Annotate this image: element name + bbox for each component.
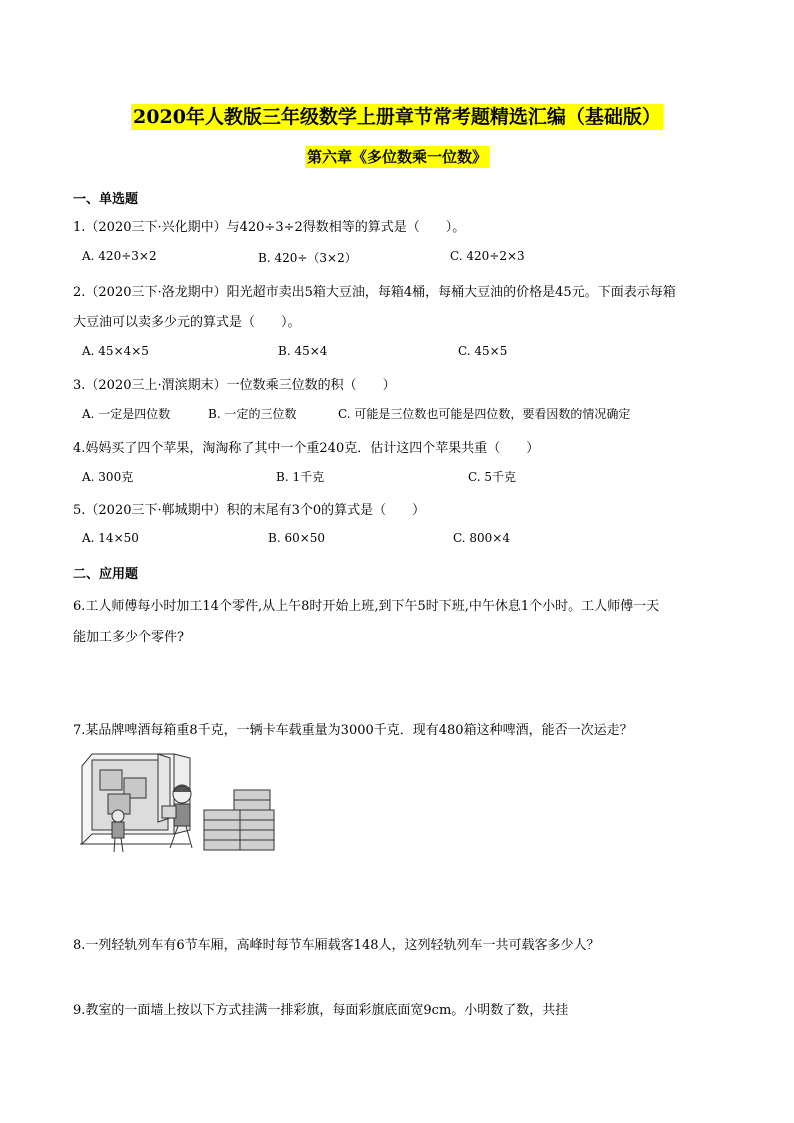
question-2-option-c[interactable]: C. 45×5 [458, 344, 508, 358]
question-4-option-a[interactable]: A. 300克 [82, 470, 134, 484]
question-1-option-c[interactable]: C. 420÷2×3 [450, 249, 525, 263]
question-5-text: 5.（2020三下·郸城期中）积的末尾有3个0的算式是（ ） [73, 503, 426, 518]
question-2-text-line-2: 大豆油可以卖多少元的算式是（ ）。 [73, 315, 301, 330]
truck-loading-illustration [78, 752, 278, 858]
question-7-text: 7.某品牌啤酒每箱重8千克，一辆卡车载重量为3000千克．现有480箱这种啤酒，能否一次运走？ [73, 723, 633, 738]
question-3-option-c[interactable]: C. 可能是三位数也可能是四位数，要看因数的情况确定 [338, 407, 631, 421]
question-1-option-a[interactable]: A. 420÷3×2 [82, 249, 157, 263]
question-6-text-line-2: 能加工多少个零件? [73, 630, 184, 645]
section-heading-application: 二、应用题 [73, 567, 139, 582]
question-4-option-c[interactable]: C. 5千克 [468, 470, 517, 484]
question-2-text-line-1: 2.（2020三下·洛龙期中）阳光超市卖出5箱大豆油，每箱4桶，每桶大豆油的价格是45元。下面表示每箱 [73, 285, 676, 300]
question-3-option-b[interactable]: B. 一定的三位数 [208, 407, 297, 421]
chapter-subtitle: 第六章《多位数乘一位数》 [306, 148, 487, 166]
question-5-option-c[interactable]: C. 800×4 [453, 531, 510, 545]
question-8-text: 8.一列轻轨列车有6节车厢，高峰时每节车厢载客148人，这列轻轨列车一共可载客多少人？ [73, 938, 600, 953]
question-2-option-b[interactable]: B. 45×4 [278, 344, 328, 358]
document-title: 2020年人教版三年级数学上册章节常考题精选汇编（基础版） [133, 106, 661, 128]
question-5-option-a[interactable]: A. 14×50 [82, 531, 139, 545]
question-1-option-b[interactable]: B. 420÷（3×2） [258, 251, 357, 265]
question-6-text-line-1: 6.工人师傅每小时加工14个零件,从上午8时开始上班,到下午5时下班,中午休息1个小时。工人师傅一天 [73, 599, 660, 614]
question-1-text: 1.（2020三下·兴化期中）与420÷3÷2得数相等的算式是（ ）。 [73, 220, 466, 235]
section-heading-single-choice: 一、单选题 [73, 192, 139, 207]
question-4-text: 4.妈妈买了四个苹果，淘淘称了其中一个重240克．估计这四个苹果共重（ ） [73, 441, 540, 456]
question-4-option-b[interactable]: B. 1千克 [276, 470, 325, 484]
title-row [0, 104, 794, 130]
question-3-text: 3.（2020三上·渭滨期末）一位数乘三位数的积（ ） [73, 378, 396, 393]
question-2-option-a[interactable]: A. 45×4×5 [82, 344, 149, 358]
question-3-option-a[interactable]: A. 一定是四位数 [82, 407, 171, 421]
question-9-text: 9.教室的一面墙上按以下方式挂满一排彩旗，每面彩旗底面宽9cm。小明数了数，共挂 [73, 1003, 569, 1018]
question-5-option-b[interactable]: B. 60×50 [268, 531, 326, 545]
subtitle-row [0, 146, 794, 168]
